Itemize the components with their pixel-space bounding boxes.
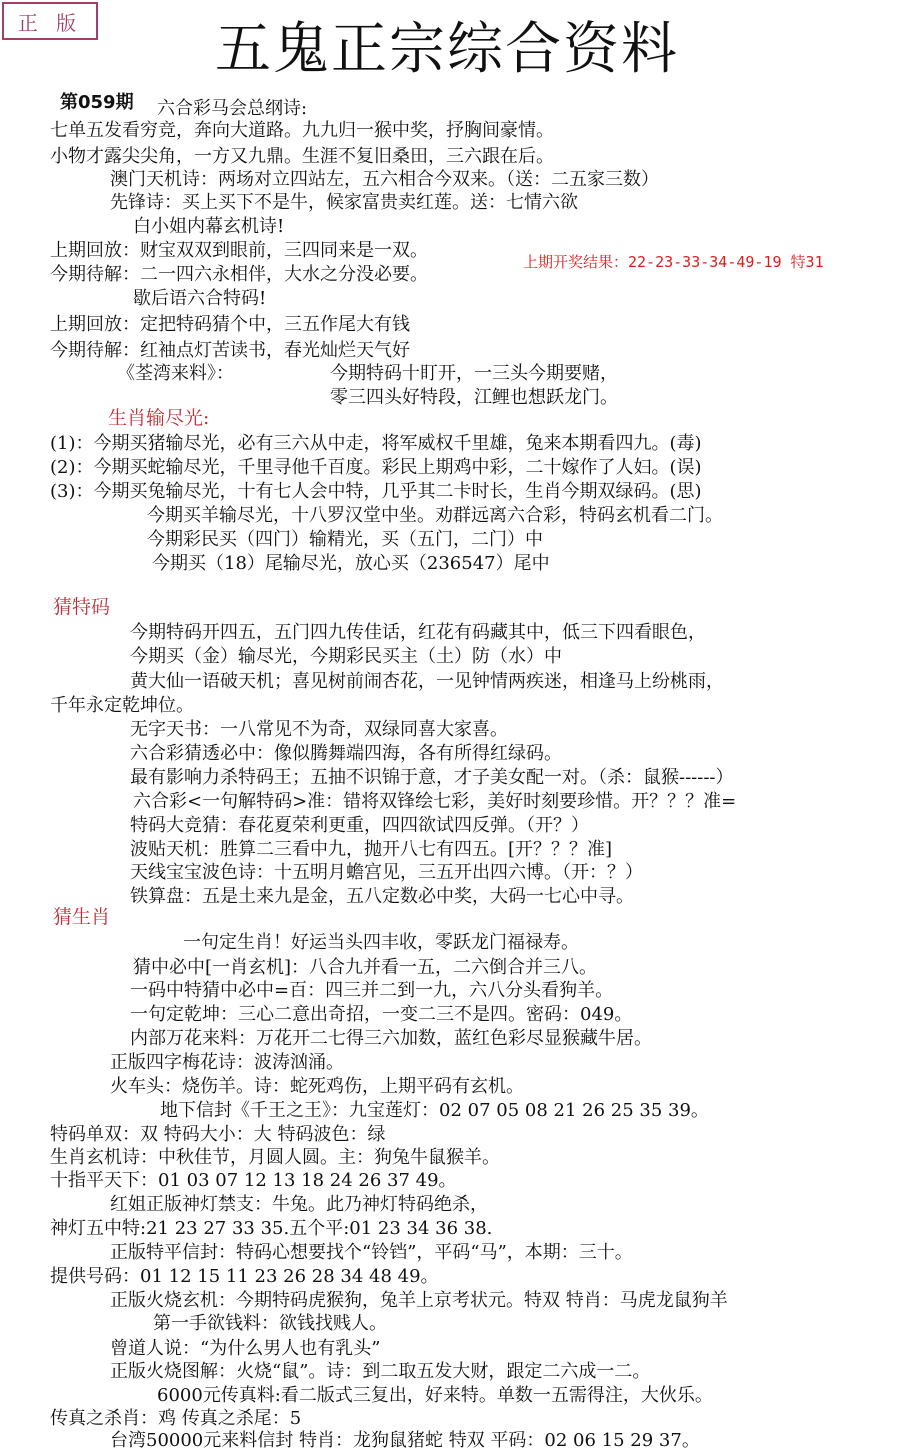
text-line: 6000元传真料:看二版式三复出，好来特。单数一五需得注，大伙乐。 xyxy=(157,1385,713,1406)
text-line: 特码大竞猜：春花夏荣利更重，四四欲试四反弹。（开？） xyxy=(130,815,589,836)
text-line: 《荃湾来料》： xyxy=(117,363,234,384)
issue-number: 第059期 xyxy=(60,92,134,113)
text-line: 今期待解：红袖点灯苦读书，春光灿烂天气好 xyxy=(50,340,410,361)
section-shengxiao-shujinguang: 生肖输尽光: xyxy=(108,407,210,429)
last-result: 上期开奖结果：22-23-33-34-49-19 特31 xyxy=(523,253,824,271)
text-line: 黄大仙一语破天机；喜见树前闹杏花，一见钟情两疾迷，相逢马上纷桃雨， xyxy=(130,671,724,692)
text-line: 神灯五中特:21 23 27 33 35.五个平:01 23 34 36 38. xyxy=(50,1218,493,1239)
text-line: 最有影响力杀特码王；五抽不识锦于意，才子美女配一对。（杀：鼠猴------） xyxy=(130,767,734,788)
text-line: 歇后语六合特码! xyxy=(133,288,267,309)
text-line: 今期特码十盯开，一三头今期要赌， xyxy=(330,363,618,384)
text-line: 提供号码：01 12 15 11 23 26 28 34 48 49。 xyxy=(50,1266,439,1287)
text-line: 千年永定乾坤位。 xyxy=(50,695,194,716)
text-line: 白小姐内幕玄机诗! xyxy=(133,216,285,237)
stamp-zhengban: 正 版 xyxy=(2,2,98,40)
text-line: 猜中必中[一肖玄机]：八合九并看一五，二六倒合并三八。 xyxy=(133,957,598,978)
text-line: 一句定生肖！好运当头四丰收，零跃龙门福禄寿。 xyxy=(183,932,579,953)
text-line: 六合彩猜透必中：像似腾舞端四海，各有所得红绿码。 xyxy=(130,743,562,764)
text-line: 先锋诗：买上买下不是牛，候家富贵卖红莲。送：七情六欲 xyxy=(110,192,578,213)
text-line: 小物才露尖尖角，一方又九鼎。生涯不复旧桑田，三六跟在后。 xyxy=(50,146,554,167)
text-line: 六合彩<一句解特码>准：错将双锋绘七彩，美好时刻要珍惜。开？？？准= xyxy=(133,791,737,812)
text-line: 今期买（18）尾输尽光，放心买（236547）尾中 xyxy=(152,553,550,574)
text-line: (3)：今期买兔输尽光，十有七人会中特，几乎其二卡时长，生肖今期双绿码。(思) xyxy=(50,481,702,502)
text-line: 天线宝宝波色诗：十五明月蟾宫见，三五开出四六博。（开：？） xyxy=(130,862,643,883)
text-line: 正版四字梅花诗：波涛汹涌。 xyxy=(110,1052,344,1073)
text-line: 第一手欲钱料：欲钱找贱人。 xyxy=(153,1313,387,1334)
text-line: (1)：今期买猪输尽光，必有三六从中走，将军威权千里雄，兔来本期看四九。(毒) xyxy=(50,433,702,454)
text-line: 正版特平信封：特码心想要找个“铃铛”，平码“马”，本期：三十。 xyxy=(110,1242,633,1263)
text-line: 今期买（金）输尽光，今期彩民买主（土）防（水）中 xyxy=(130,646,562,667)
text-line: 波贴天机：胜算二三看中九，抛开八七有四五。[开？？？准] xyxy=(130,839,613,860)
text-line: 台湾50000元来料信封 特肖：龙狗鼠猪蛇 特双 平码：02 06 15 29 37。 xyxy=(110,1430,700,1451)
text-line: 上期回放：财宝双双到眼前，三四同来是一双。 xyxy=(50,240,428,261)
text-line: 零三四头好特段，江鲤也想跃龙门。 xyxy=(330,387,618,408)
text-line: 无字天书：一八常见不为奇，双绿同喜大家喜。 xyxy=(130,719,508,740)
text-line: 七单五发看穷竞，奔向大道路。九九归一猴中奖，抒胸间豪情。 xyxy=(50,120,554,141)
text-line: 铁算盘：五是土来九是金，五八定数必中奖，大码一七心中寻。 xyxy=(130,886,634,907)
section-cai-tema: 猜特码 xyxy=(53,596,111,618)
text-line: 澳门天机诗：两场对立四站左，五六相合今双来。（送：二五家三数） xyxy=(110,169,659,190)
text-line: 传真之杀肖：鸡 传真之杀尾：5 xyxy=(50,1408,302,1429)
text-line: 一码中特猜中必中=百：四三并二到一九，六八分头看狗羊。 xyxy=(130,980,614,1001)
text-line: 今期彩民买（四门）输精光，买（五门，二门）中 xyxy=(147,529,543,550)
text-line: 今期待解：二一四六永相伴，大水之分没必要。 xyxy=(50,264,428,285)
text-line: 一句定乾坤：三心二意出奇招，一变二三不是四。密码：049。 xyxy=(130,1004,633,1025)
text-line: 上期回放：定把特码猜个中，三五作尾大有钱 xyxy=(50,314,410,335)
text-line: 正版火烧玄机：今期特码虎猴狗，兔羊上京考状元。特双 特肖：马虎龙鼠狗羊 xyxy=(110,1290,728,1311)
text-line: 红姐正版神灯禁支：牛兔。此乃神灯特码绝杀， xyxy=(110,1194,488,1215)
text-line: 曾道人说：“为什么男人也有乳头” xyxy=(110,1338,381,1359)
text-line: 生肖玄机诗：中秋佳节，月圆人圆。主：狗兔牛鼠猴羊。 xyxy=(50,1147,500,1168)
page-title: 五鬼正宗综合资料 xyxy=(215,17,679,82)
text-line: 内部万花来料：万花开二七得三六加数，蓝红色彩尽显猴藏牛居。 xyxy=(130,1028,652,1049)
text-line: 六合彩马会总纲诗: xyxy=(157,98,308,119)
text-line: 特码单双：双 特码大小：大 特码波色：绿 xyxy=(50,1124,386,1145)
section-cai-shengxiao: 猜生肖 xyxy=(53,906,111,928)
text-line: 正版火烧图解：火烧“鼠”。诗：到二取五发大财，跟定二六成一二。 xyxy=(110,1361,651,1382)
text-line: 地下信封《千王之王》：九宝莲灯：02 07 05 08 21 26 25 35 39。 xyxy=(160,1100,709,1121)
text-line: 火车头：烧伤羊。诗：蛇死鸡伤，上期平码有玄机。 xyxy=(110,1076,524,1097)
text-line: 十指平天下：01 03 07 12 13 18 24 26 37 49。 xyxy=(50,1170,457,1191)
text-line: (2)：今期买蛇输尽光，千里寻他千百度。彩民上期鸡中彩，二十嫁作了人妇。(误) xyxy=(50,457,702,478)
text-line: 今期买羊输尽光，十八罗汉堂中坐。劝群远离六合彩，特码玄机看二门。 xyxy=(147,505,723,526)
text-line: 今期特码开四五，五门四九传佳话，红花有码藏其中，低三下四看眼色， xyxy=(130,622,706,643)
